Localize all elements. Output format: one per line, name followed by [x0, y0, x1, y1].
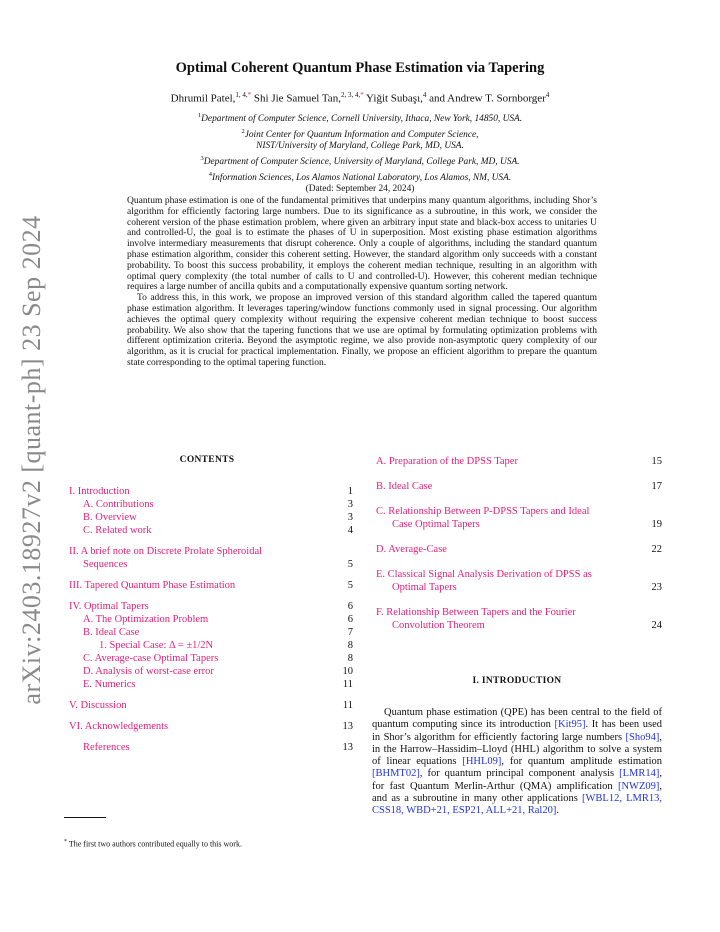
intro-text-segment: , in the Harrow–Hassidim–Lloyd (HHL) algorithm to solve a system of linear equations: [372, 731, 662, 768]
toc-entry-page: 3: [347, 499, 353, 510]
toc-entry-label[interactable]: IV. Optimal Tapers: [69, 601, 149, 612]
author-affiliation-marker: 4: [545, 91, 550, 99]
toc-entry[interactable]: [372, 619, 662, 632]
toc-entry-label[interactable]: C. Relationship Between P-DPSS Tapers and Ideal: [376, 506, 590, 517]
toc-entry-label[interactable]: I. Introduction: [69, 486, 130, 497]
toc-entry[interactable]: [63, 699, 353, 712]
toc-entry[interactable]: [63, 613, 353, 626]
citation-link[interactable]: [NWZ09]: [617, 780, 660, 792]
toc-entry-page: 23: [651, 582, 662, 593]
toc-entry-label[interactable]: Optimal Tapers: [392, 582, 457, 593]
equal-contribution-marker[interactable]: *: [247, 91, 252, 99]
toc-entry[interactable]: [372, 543, 662, 556]
toc-entry[interactable]: [372, 505, 662, 518]
toc-entry-label[interactable]: Sequences: [83, 559, 128, 570]
table-of-contents-left: [63, 485, 353, 754]
toc-entry-label[interactable]: III. Tapered Quantum Phase Estimation: [69, 580, 236, 591]
toc-entry-page: 8: [347, 653, 353, 664]
citation-link[interactable]: [Kit95]: [554, 719, 586, 731]
toc-entry[interactable]: [372, 606, 662, 619]
toc-entry[interactable]: [63, 652, 353, 665]
abstract: [127, 196, 597, 369]
toc-entry[interactable]: [63, 545, 353, 558]
toc-entry-page: 1: [347, 486, 353, 497]
toc-entry-label[interactable]: II. A brief note on Discrete Prolate Spheroidal: [69, 546, 263, 557]
toc-entry-label[interactable]: References: [83, 742, 130, 753]
paper-title: Optimal Coherent Quantum Phase Estimation via Tapering: [175, 60, 545, 76]
dated-line: (Dated: September 24, 2024): [305, 184, 415, 195]
author-affiliation-marker: 4: [422, 91, 427, 99]
intro-text-segment: . It has been used in Shor’s algorithm for efficiently factoring large numbers: [372, 719, 662, 743]
toc-entry[interactable]: [63, 511, 353, 524]
intro-text-segment: , and as a subroutine in many other applications: [372, 780, 662, 805]
citation-link[interactable]: [Sho94]: [625, 731, 660, 743]
footnote-marker: *: [64, 839, 67, 845]
abstract-paragraph: Quantum phase estimation is one of the fundamental primitives that underpins many quantum algorithms, including Shor’s algorithm for efficiently factoring large numbers. Due to its significance as a subroutine, in this work, we consider the coherent version of the phase estimation problem, where given an arbitrary input state and black-box access to unitaries U and controlled-U, the goal is to estimate the phases of U in superposition. Most existing phase estimation algorithms involve intermediary measurements that disrupt coherence. Only a couple of algorithms, including the standard quantum phase estimation algorithm, consider this coherent setting. However, the standard algorithm only succeeds with a constant probability. To boost this success probability, it employs the coherent median technique, resulting in an algorithm with optimal query complexity (the total number of calls to U and controlled-U). However, this coherent median technique requires a large number of ancilla qubits and a computationally expensive quantum sorting network.: [127, 196, 597, 293]
toc-entry[interactable]: [372, 581, 662, 594]
toc-entry-page: 22: [651, 544, 662, 555]
arxiv-identifier-text: arXiv:2403.18927v2 [quant-ph] 23 Sep 2024: [17, 215, 46, 705]
toc-entry[interactable]: [63, 498, 353, 511]
author-name: Shi Jie Samuel Tan,: [253, 92, 341, 105]
toc-entry-label[interactable]: E. Classical Signal Analysis Derivation of DPSS as: [376, 569, 592, 580]
toc-entry-label[interactable]: F. Relationship Between Tapers and the Fourier: [376, 607, 576, 618]
affiliation-line: NIST/University of Maryland, College Park, MD, USA.: [256, 141, 464, 152]
toc-entry[interactable]: [63, 600, 353, 613]
citation-link[interactable]: [LMR14]: [619, 768, 660, 780]
toc-entry[interactable]: [63, 720, 353, 733]
toc-entry-label[interactable]: B. Ideal Case: [376, 481, 433, 492]
affiliation-block: [0, 110, 720, 196]
toc-entry-page: 15: [651, 456, 662, 467]
footnote: [64, 839, 242, 849]
toc-entry-label[interactable]: D. Analysis of worst-case error: [83, 666, 214, 677]
toc-entry[interactable]: [63, 579, 353, 592]
toc-entry-label[interactable]: C. Related work: [83, 525, 152, 536]
affiliation-line: $^3$Department of Computer Science, University of Maryland, College Park, MD, USA.: [200, 155, 520, 168]
toc-entry[interactable]: [63, 524, 353, 537]
section-heading-introduction: I. INTRODUCTION: [472, 676, 562, 686]
toc-entry-page: 19: [651, 519, 662, 530]
toc-entry-label[interactable]: V. Discussion: [69, 700, 127, 711]
toc-entry-page: 6: [347, 614, 353, 625]
citation-link[interactable]: [HHL09]: [462, 756, 502, 768]
toc-entry-label[interactable]: D. Average-Case: [376, 544, 447, 555]
toc-entry-page: 13: [342, 721, 353, 732]
citation-link[interactable]: [BHMT02]: [372, 768, 420, 780]
intro-text-segment: , for quantum amplitude estimation: [501, 756, 662, 768]
intro-text-segment: .: [556, 805, 559, 817]
author-name: Yiğit Subaşı,: [366, 92, 423, 105]
affiliation-line: $^4$Information Sciences, Los Alamos National Laboratory, Los Alamos, NM, USA.: [208, 170, 512, 183]
author-affiliation-marker: 2, 3, 4,: [340, 91, 361, 99]
toc-entry[interactable]: [372, 568, 662, 581]
toc-entry[interactable]: [63, 626, 353, 639]
toc-entry[interactable]: [63, 558, 353, 571]
toc-entry-label[interactable]: A. Preparation of the DPSS Taper: [376, 456, 518, 467]
toc-entry-label[interactable]: VI. Acknowledgements: [69, 721, 169, 732]
toc-entry-page: 7: [347, 627, 353, 638]
author-affiliation-marker: 1, 4,: [235, 91, 248, 99]
toc-entry-page: 13: [342, 742, 353, 753]
toc-entry-label[interactable]: 1. Special Case: Δ = ±1/2N: [99, 640, 214, 651]
toc-entry-page: 17: [651, 481, 662, 492]
introduction-paragraph: [372, 707, 662, 818]
contents-heading: CONTENTS: [179, 455, 235, 465]
toc-entry-label[interactable]: Case Optimal Tapers: [392, 519, 480, 530]
intro-text-segment: , for quantum principal component analysis: [419, 768, 620, 780]
toc-entry[interactable]: [63, 678, 353, 691]
affiliation-line: $^1$Department of Computer Science, Cornell University, Ithaca, New York, 14850, USA.: [197, 112, 523, 125]
toc-entry[interactable]: [372, 518, 662, 531]
footnote-text: The first two authors contributed equally to this work.: [68, 839, 242, 849]
abstract-paragraph: To address this, in this work, we propose an improved version of this standard algorithm called the tapered quantum phase estimation algorithm. It leverages tapering/window functions commonly used in signal processing. Our algorithm achieves the optimal query complexity without requiring the expensive coherent median technique to boost success probability. We also show that the tapering functions that we use are optimal by formulating optimization problems with different optimization criteria. Beyond the asymptotic regime, we also provide non-asymptotic query complexity of our algorithm, as it is crucial for practical implementation. Finally, we propose an efficient algorithm to prepare the quantum state corresponding to the optimal tapering function.: [127, 293, 597, 368]
affiliation-line: $^2$Joint Center for Quantum Information and Computer Science,: [241, 127, 479, 140]
toc-entry-label[interactable]: Convolution Theorem: [392, 620, 485, 631]
arxiv-identifier-stamp: [14, 215, 50, 705]
toc-entry-label[interactable]: A. Contributions: [83, 499, 154, 510]
author-name: Dhrumil Patel,: [170, 92, 236, 105]
author-list: [0, 91, 720, 105]
toc-entry-label[interactable]: B. Ideal Case: [83, 627, 140, 638]
author-name: and Andrew T. Sornborger: [429, 92, 546, 105]
table-of-contents-right: [372, 455, 662, 632]
toc-entry-label[interactable]: B. Overview: [83, 512, 137, 523]
toc-entry-label[interactable]: C. Average-case Optimal Tapers: [83, 653, 219, 664]
toc-entry-label[interactable]: E. Numerics: [83, 679, 136, 690]
toc-entry[interactable]: [63, 665, 353, 678]
toc-entry-page: 5: [347, 559, 353, 570]
toc-entry-page: 5: [347, 580, 353, 591]
toc-entry-label[interactable]: A. The Optimization Problem: [83, 614, 209, 625]
toc-entry-page: 8: [347, 640, 353, 651]
toc-entry-page: 11: [342, 700, 353, 711]
footnote-divider: [64, 817, 106, 818]
toc-entry[interactable]: [63, 485, 353, 498]
citation-link[interactable]: [WBL12, LMR13, CSS18, WBD+21, ESP21, ALL+21, Ral20]: [372, 793, 663, 817]
toc-entry[interactable]: [63, 639, 353, 652]
toc-entry-page: 4: [347, 525, 353, 536]
toc-entry-page: 10: [342, 666, 353, 677]
toc-entry-page: 6: [347, 601, 353, 612]
toc-entry[interactable]: [372, 480, 662, 493]
toc-entry[interactable]: [63, 741, 353, 754]
toc-entry[interactable]: [372, 455, 662, 468]
intro-text-segment: , for fast Quantum Merlin-Arthur (QMA) amplification: [372, 768, 662, 792]
intro-text-segment: Quantum phase estimation (QPE) has been central to the field of quantum computing since its introduction: [372, 707, 662, 731]
toc-entry-page: 24: [651, 620, 662, 631]
equal-contribution-marker[interactable]: *: [360, 91, 364, 99]
toc-entry-page: 3: [347, 512, 353, 523]
toc-entry-page: 11: [342, 679, 353, 690]
